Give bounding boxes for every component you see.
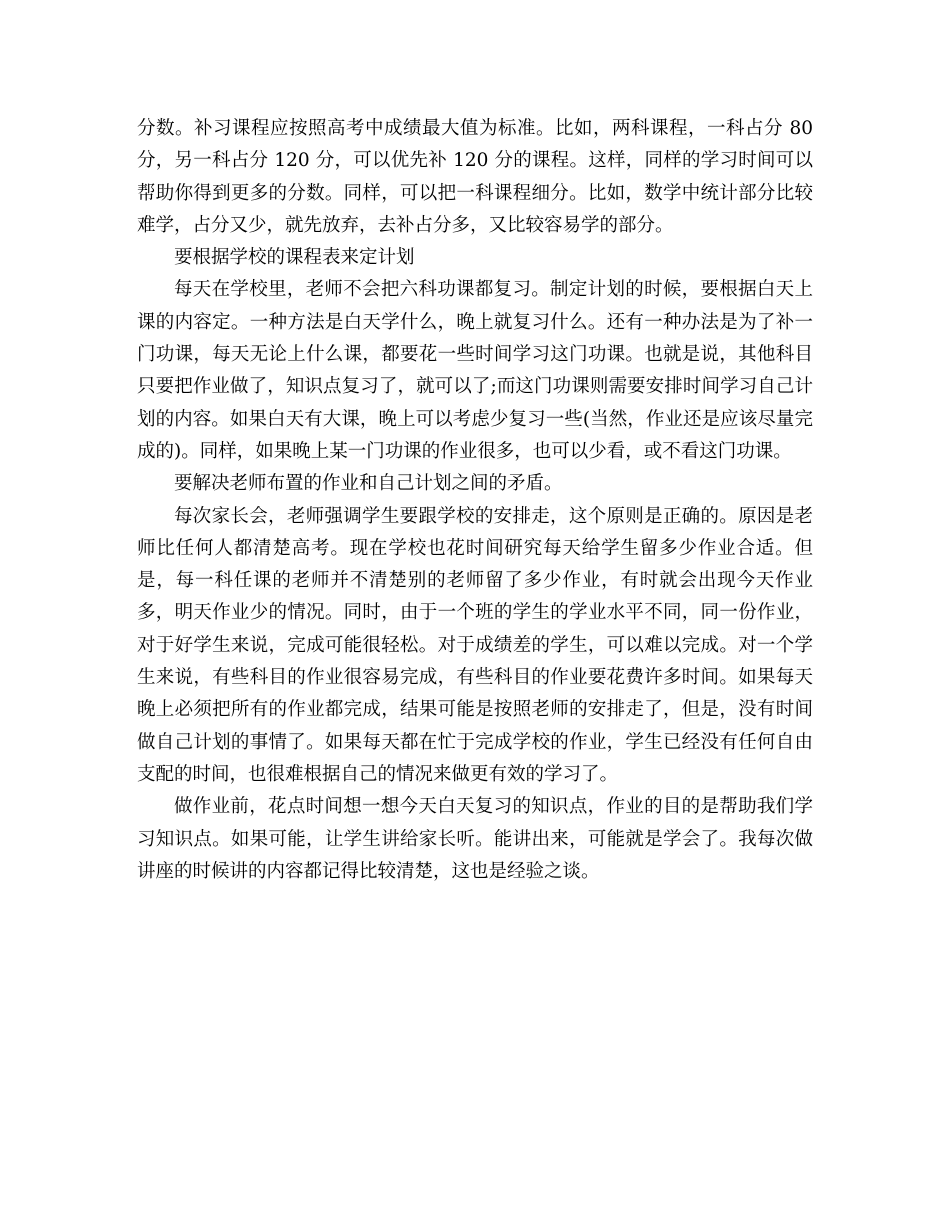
paragraph-score-priority: 分数。补习课程应按照高考中成绩最大值为标准。比如，两科课程，一科占分 80 分，另一科占分 120 分，可以优先补 120 分的课程。这样，同样的学习时间可以帮助你得到更多的分数。同样，可以把一科课程细分。比如，数学中统计部分比较难学，占分又少，就先放弃，去补占分多，又比较容易学的部分。 <box>137 118 813 236</box>
heading-school-timetable: 要根据学校的课程表来定计划 <box>174 247 415 269</box>
paragraph-before-homework: 做作业前，花点时间想一想今天白天复习的知识点，作业的目的是帮助我们学习知识点。如果可能，让学生讲给家长听。能讲出来，可能就是学会了。我每次做讲座的时候讲的内容都记得比较清楚，这也是经验之谈。 <box>137 796 813 882</box>
paragraph-homework-balance: 每次家长会，老师强调学生要跟学校的安排走，这个原则是正确的。原因是老师比任何人都清楚高考。现在学校也花时间研究每天给学生留多少作业合适。但是，每一科任课的老师并不清楚别的老师留了多少作业，有时就会出现今天作业多，明天作业少的情况。同时，由于一个班的学生的学业水平不同，同一份作业，对于好学生来说，完成可能很轻松。对于成绩差的学生，可以难以完成。对一个学生来说，有些科目的作业很容易完成，有些科目的作业要花费许多时间。如果每天晚上必须把所有的作业都完成，结果可能是按照老师的安排走了，但是，没有时间做自己计划的事情了。如果每天都在忙于完成学校的作业，学生已经没有任何自由支配的时间，也很难根据自己的情况来做更有效的学习了。 <box>137 505 813 785</box>
document-body <box>137 113 813 888</box>
paragraph-daily-plan: 每天在学校里，老师不会把六科功课都复习。制定计划的时候，要根据白天上课的内容定。一种方法是白天学什么，晚上就复习什么。还有一种办法是为了补一门功课，每天无论上什么课，都要花一些时间学习这门功课。也就是说，其他科目只要把作业做了，知识点复习了，就可以了;而这门功课则需要安排时间学习自己计划的内容。如果白天有大课，晚上可以考虑少复习一些(当然，作业还是应该尽量完成的)。同样，如果晚上某一门功课的作业很多，也可以少看，或不看这门功课。 <box>137 279 813 462</box>
heading-homework-conflict: 要解决老师布置的作业和自己计划之间的矛盾。 <box>174 473 563 495</box>
